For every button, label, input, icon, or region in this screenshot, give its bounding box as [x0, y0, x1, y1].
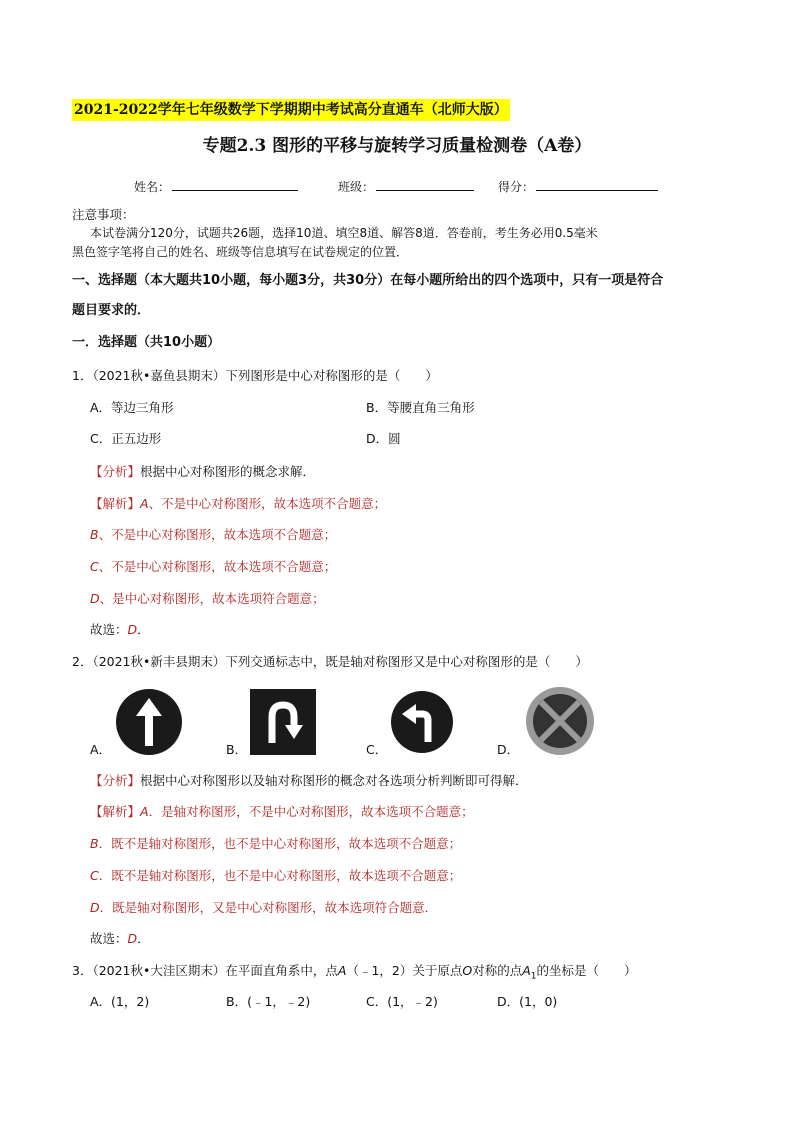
- straight-arrow-sign-icon: [115, 688, 183, 756]
- score-blank: [536, 176, 658, 191]
- q2-solution-d: [90, 898, 437, 918]
- score-field[interactable]: [498, 176, 658, 197]
- q1-solution-a: [90, 494, 386, 514]
- analysis-tag: 【分析】: [90, 773, 141, 788]
- option-letter: B: [90, 527, 99, 542]
- q1-stem: 1．（2021秋•嘉鱼县期末）下列图形是中心对称图形的是（ ）: [72, 368, 438, 383]
- option-letter: A: [140, 496, 149, 511]
- analysis-text: 根据中心对称图形的概念求解．: [140, 464, 316, 479]
- q2-answer: [90, 929, 150, 949]
- answer-prefix: 故选：: [90, 931, 128, 946]
- q3-option-c: C．(1，﹣2): [366, 994, 438, 1009]
- q3-option-d: D．(1，0): [497, 994, 558, 1009]
- q1-solution-b: [90, 525, 336, 545]
- name-label: 姓名：: [134, 180, 171, 194]
- solution-text: ．是轴对称图形，不是中心对称图形，故本选项不合题意；: [148, 804, 474, 819]
- class-field[interactable]: [338, 176, 474, 197]
- q3-stem-text: （﹣1，2）关于原点: [346, 963, 463, 978]
- q3-stem-text: 的坐标是（ ）: [536, 963, 637, 978]
- subscript-1: 1: [530, 971, 537, 982]
- q3-stem-text: 3．（2021秋•大洼区期末）在平面直角系中，点: [72, 963, 338, 978]
- solution-text: 、不是中心对称图形，故本选项不合题意；: [148, 496, 387, 511]
- q3-option-a: A．(1，2): [90, 994, 150, 1009]
- solution-text: 、是中心对称图形，故本选项符合题意；: [99, 591, 325, 606]
- q1-answer: [90, 620, 150, 640]
- point-a1: A: [522, 963, 531, 978]
- q1-analysis: [90, 462, 315, 482]
- solution-text: 、不是中心对称图形，故本选项不合题意；: [98, 559, 337, 574]
- q2-analysis: [90, 771, 528, 791]
- q1-option-b: B．等腰直角三角形: [366, 400, 475, 415]
- q3-stem-text: 对称的点: [472, 963, 523, 978]
- section-1-subheading: 一．选择题（共10小题）: [72, 335, 221, 350]
- q2-solution-b: [90, 834, 461, 854]
- option-letter: D: [90, 591, 100, 606]
- option-letter: C: [90, 559, 99, 574]
- q1-solution-d: [90, 589, 325, 609]
- point-a: A: [337, 963, 347, 978]
- answer-suffix: ．: [137, 622, 150, 637]
- q2-option-a-label: A．: [90, 742, 112, 757]
- q2-option-c-label: C．: [366, 742, 388, 757]
- solution-text: ．既不是轴对称图形，也不是中心对称图形，故本选项不合题意；: [98, 836, 462, 851]
- solution-tag: 【解析】: [90, 804, 141, 819]
- q1-option-a: A．等边三角形: [90, 400, 174, 415]
- exam-series-banner: 2021-2022学年七年级数学下学期期中考试高分直通车（北师大版）: [72, 99, 510, 121]
- q2-option-b-label: B．: [226, 742, 248, 757]
- answer-letter: D: [127, 931, 138, 946]
- section-1-heading: 一、选择题（本大题共10小题，每小题3分，共30分）在每小题所给出的四个选项中，只有一项是符合: [72, 273, 664, 288]
- answer-letter: D: [127, 622, 138, 637]
- option-letter: A: [140, 804, 149, 819]
- solution-text: 、不是中心对称图形，故本选项不合题意；: [98, 527, 337, 542]
- notes-line-1: 本试卷满分120分，试题共26题，选择10道、填空8道、解答8道．答卷前，考生务必用0.5毫米: [90, 226, 598, 240]
- answer-prefix: 故选：: [90, 622, 128, 637]
- origin-o: O: [462, 963, 473, 978]
- solution-text: ．既不是轴对称图形，也不是中心对称图形，故本选项不合题意；: [98, 868, 462, 883]
- q1-option-d: D．圆: [366, 431, 401, 446]
- option-letter: D: [90, 900, 100, 915]
- score-label: 得分：: [498, 180, 535, 194]
- name-field[interactable]: [134, 176, 298, 197]
- analysis-tag: 【分析】: [90, 464, 141, 479]
- name-blank: [172, 176, 298, 191]
- notes-line-2: 黑色签字笔将自己的姓名、班级等信息填写在试卷规定的位置．: [72, 245, 409, 259]
- q2-solution-a: [90, 802, 474, 822]
- q2-option-d-label: D．: [497, 742, 520, 757]
- class-label: 班级：: [338, 180, 375, 194]
- q3-stem: [72, 961, 637, 987]
- u-turn-sign-icon: [250, 689, 316, 755]
- option-letter: C: [90, 868, 99, 883]
- section-1-heading-cont: 题目要求的．: [72, 303, 151, 318]
- q1-solution-c: [90, 557, 336, 577]
- q2-stem: 2．（2021秋•新丰县期末）下列交通标志中，既是轴对称图形又是中心对称图形的是（ ）: [72, 654, 588, 669]
- option-letter: B: [90, 836, 99, 851]
- answer-suffix: ．: [137, 931, 150, 946]
- student-info-row: [0, 176, 794, 196]
- q2-solution-c: [90, 866, 461, 886]
- solution-text: ．既是轴对称图形，又是中心对称图形，故本选项符合题意．: [99, 900, 438, 915]
- analysis-text: 根据中心对称图形以及轴对称图形的概念对各选项分析判断即可得解．: [140, 773, 528, 788]
- q3-option-b: B．(﹣1，﹣2): [226, 994, 311, 1009]
- no-stopping-sign-icon: [525, 686, 595, 756]
- page-title: 专题2.3 图形的平移与旋转学习质量检测卷（A卷）: [202, 136, 592, 156]
- left-turn-sign-icon: [390, 690, 454, 754]
- q1-option-c: C．正五边形: [90, 431, 162, 446]
- class-blank: [376, 176, 474, 191]
- solution-tag: 【解析】: [90, 496, 141, 511]
- notes-heading: 注意事项：: [72, 207, 135, 222]
